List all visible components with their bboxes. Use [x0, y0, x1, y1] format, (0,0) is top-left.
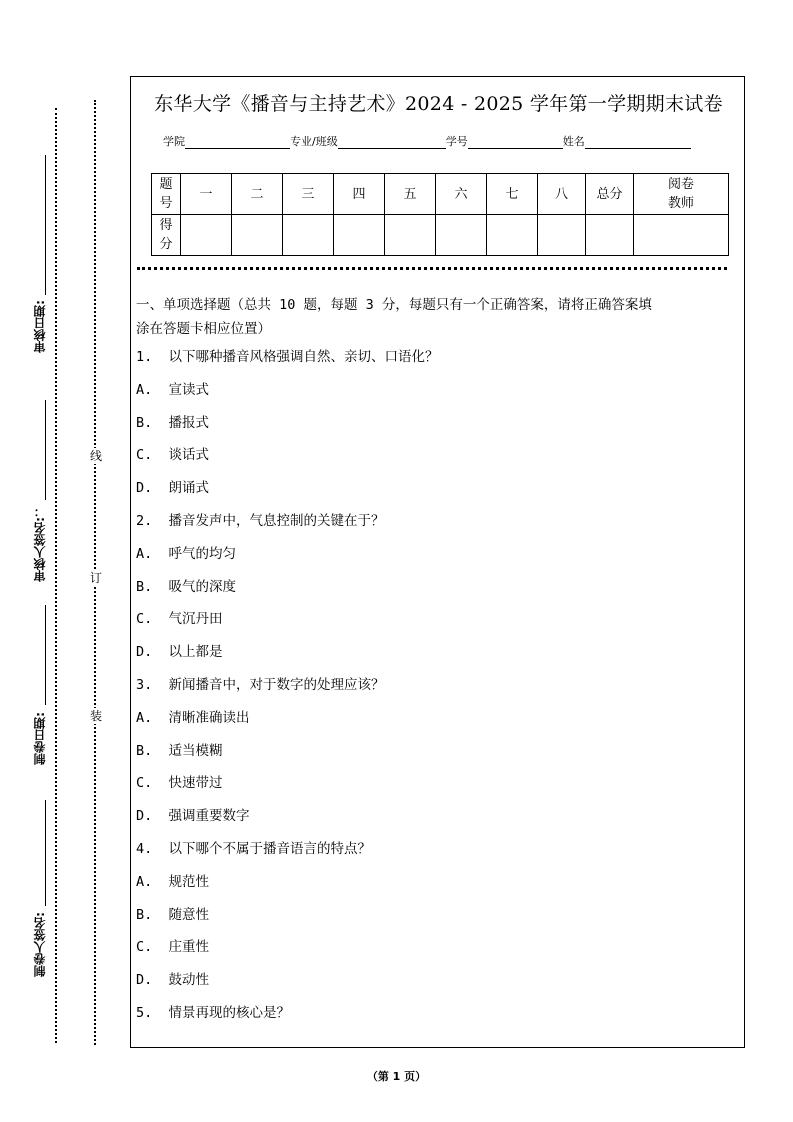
answer-option[interactable]: [136, 607, 736, 640]
option-key: B.: [136, 906, 153, 923]
option-key: A.: [136, 709, 153, 726]
question-stem: [136, 673, 736, 706]
answer-option[interactable]: [136, 771, 736, 804]
question-stem: [136, 1001, 736, 1034]
option-key: D.: [136, 972, 153, 989]
option-text: 鼓动性: [168, 972, 210, 989]
score-table: [151, 173, 729, 256]
col-header: 一: [181, 174, 232, 215]
score-cell[interactable]: [385, 215, 436, 256]
option-key: D.: [136, 808, 153, 825]
option-text: 谈话式: [168, 447, 210, 464]
col-header: 五: [385, 174, 436, 215]
answer-option[interactable]: [136, 575, 736, 608]
answer-option[interactable]: [136, 378, 736, 411]
score-cell[interactable]: [538, 215, 586, 256]
question-stem: [136, 509, 736, 542]
option-text: 呼气的均匀: [168, 545, 237, 562]
reviewer-date-label: 审核日期:: [33, 300, 47, 353]
college-field[interactable]: [185, 136, 290, 149]
option-key: C.: [136, 447, 153, 464]
name-label: 姓名: [562, 135, 585, 148]
score-cell[interactable]: [181, 215, 232, 256]
row-label-score-b: 分: [159, 237, 173, 252]
option-key: D.: [136, 480, 153, 497]
option-key: B.: [136, 414, 153, 431]
maker-date-label: 制卷日期:: [33, 712, 47, 765]
option-text: 强调重要数字: [168, 808, 250, 825]
row-label-score-a: 得: [159, 218, 173, 233]
binding-char-ding: 订: [89, 571, 102, 585]
answer-option[interactable]: [136, 935, 736, 968]
score-cell-total[interactable]: [586, 215, 634, 256]
row-label-question: [152, 174, 181, 215]
option-text: 朗诵式: [168, 480, 210, 497]
reviewer-label-b: 教师: [667, 196, 694, 211]
margin-dotted-line-left: [55, 108, 57, 1043]
option-key: B.: [136, 742, 153, 759]
col-header: 三: [283, 174, 334, 215]
option-key: A.: [136, 381, 153, 398]
option-text: 以上都是: [168, 644, 223, 661]
score-cell[interactable]: [436, 215, 487, 256]
question-stem: [136, 345, 736, 378]
answer-option[interactable]: [136, 542, 736, 575]
row-label-question-b: 号: [159, 196, 173, 211]
col-header: 六: [436, 174, 487, 215]
question-number: 2.: [136, 512, 153, 529]
name-field[interactable]: [585, 136, 691, 149]
page-number: （第 1 页）: [366, 1070, 427, 1083]
question-text: 以下哪种播音风格强调自然、亲切、口语化？: [168, 349, 439, 365]
score-cell[interactable]: [232, 215, 283, 256]
option-text: 吸气的深度: [168, 578, 237, 595]
col-header: 二: [232, 174, 283, 215]
option-text: 快速带过: [168, 775, 223, 792]
maker-date-line: [45, 605, 46, 705]
col-header-reviewer: [634, 174, 729, 215]
question-section: [136, 293, 736, 1034]
answer-option[interactable]: [136, 903, 736, 936]
question-list: [136, 345, 736, 1034]
question-number: 1.: [136, 349, 153, 365]
binding-char-xian: 线: [89, 449, 102, 463]
option-text: 庄重性: [168, 939, 210, 956]
binding-char-zhuang: 装: [89, 709, 102, 723]
answer-option[interactable]: [136, 706, 736, 739]
exam-title: 东华大学《播音与主持艺术》2024 - 2025 学年第一学期期末试卷: [154, 93, 723, 115]
score-cell[interactable]: [487, 215, 538, 256]
score-cell[interactable]: [283, 215, 334, 256]
option-key: C.: [136, 611, 153, 628]
score-cell[interactable]: [334, 215, 385, 256]
col-header-total: 总分: [586, 174, 634, 215]
option-text: 宣读式: [168, 381, 210, 398]
question-text: 播音发声中，气息控制的关键在于？: [168, 512, 385, 529]
answer-option[interactable]: [136, 443, 736, 476]
option-key: D.: [136, 644, 153, 661]
score-table-score-row: [152, 215, 729, 256]
option-key: A.: [136, 545, 153, 562]
option-key: A.: [136, 873, 153, 890]
col-header: 四: [334, 174, 385, 215]
section-heading: [136, 293, 736, 341]
section-heading-line2: 涂在答题卡相应位置）: [136, 321, 271, 337]
reviewer-date-line: [45, 155, 46, 295]
option-text: 随意性: [168, 906, 210, 923]
question-text: 以下哪个不属于播音语言的特点？: [168, 840, 372, 857]
row-label-question-a: 题: [159, 177, 173, 192]
answer-option[interactable]: [136, 968, 736, 1001]
reviewer-sign-line: [45, 400, 46, 500]
question-stem: [136, 837, 736, 870]
student-info-row: [163, 133, 691, 149]
reviewer-label-a: 阅卷: [667, 177, 694, 192]
reviewer-sign-label: 审核人签名:：: [33, 505, 47, 582]
answer-option[interactable]: [136, 476, 736, 509]
question-number: 3.: [136, 676, 153, 693]
option-key: C.: [136, 775, 153, 792]
question-number: 4.: [136, 840, 153, 857]
option-key: C.: [136, 939, 153, 956]
question-text: 情景再现的核心是？: [168, 1004, 291, 1021]
score-table-header-row: [152, 174, 729, 215]
option-text: 气沉丹田: [168, 611, 223, 628]
dotted-separator: [137, 267, 727, 270]
answer-option[interactable]: [136, 739, 736, 772]
answer-option[interactable]: [136, 804, 736, 837]
college-label: 学院: [163, 135, 185, 148]
answer-option[interactable]: [136, 640, 736, 673]
row-label-score: [152, 215, 181, 256]
maker-sign-label: 制卷人签名:: [33, 912, 47, 977]
option-text: 适当模糊: [168, 742, 223, 759]
option-key: B.: [136, 578, 153, 595]
section-heading-line1: 一、单项选择题（总共 10 题，每题 3 分，每题只有一个正确答案，请将正确答案填: [136, 297, 652, 313]
maker-sign-line: [45, 800, 46, 906]
question-text: 新闻播音中，对于数字的处理应该？: [168, 676, 385, 693]
major-label: 专业/班级: [290, 135, 338, 148]
exam-frame: [130, 76, 745, 1048]
option-text: 清晰准确读出: [168, 709, 250, 726]
col-header: 八: [538, 174, 586, 215]
option-text: 播报式: [168, 414, 210, 431]
score-cell-reviewer[interactable]: [634, 215, 729, 256]
major-field[interactable]: [338, 136, 446, 149]
option-text: 规范性: [168, 873, 210, 890]
col-header: 七: [487, 174, 538, 215]
answer-option[interactable]: [136, 870, 736, 903]
question-number: 5.: [136, 1004, 153, 1021]
student-id-field[interactable]: [468, 136, 563, 149]
student-id-label: 学号: [445, 135, 468, 148]
answer-option[interactable]: [136, 411, 736, 444]
